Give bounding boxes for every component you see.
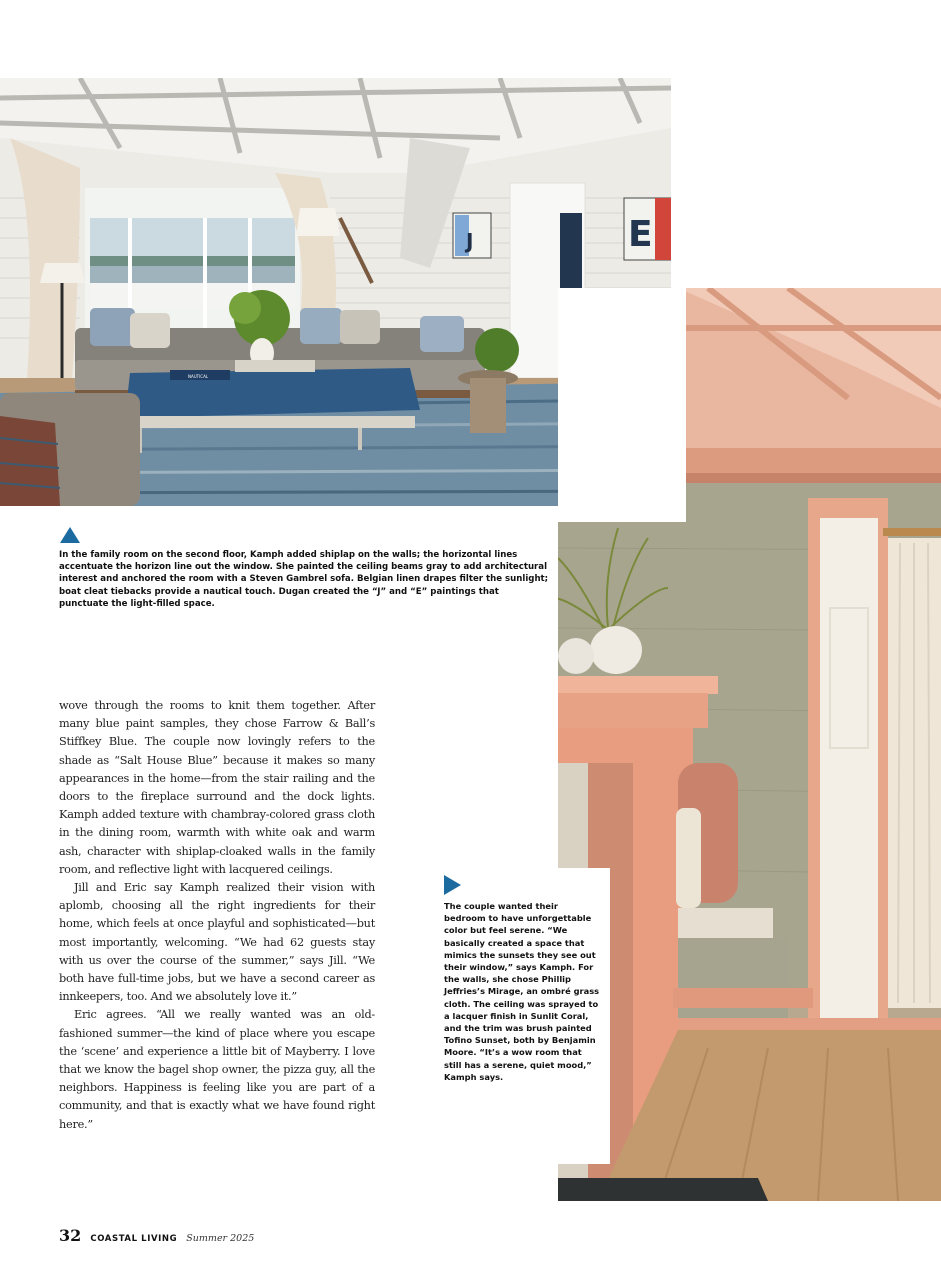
svg-text:E: E [628,214,653,255]
photo-notch [558,288,686,522]
right-arrow-icon [444,875,461,895]
page-number: 32 [59,1226,82,1245]
paragraph: Jill and Eric say Kamph realized their vision with aplomb, choosing all the right ingredients for their home, which feels at once playful and sophisticated—but most importantly, welcoming. “We had 62 guests stay with us over the course of the summer,” says Jill. “We both have full-time jobs, but we have a second career as innkeepers, too. And we absolutely love it.” [59,881,375,1004]
bedroom-caption: The couple wanted their bedroom to have unforgettable color but feel serene. “We basically created a space that mimics the sunsets they see out their window,” says Kamph. For the walls, she chose Phillip Jeffries’s Mirage, an ombré grass cloth. The ceiling was sprayed to a lacquer finish in Sunlit Coral, and the trim was brush painted Tofino Sunset, both by Benjamin Moore. “It’s a wow room that still has a serene, quiet mood,” Kamph says. [444,901,600,1082]
folio [59,1226,254,1245]
paragraph: wove through the rooms to knit them together. After many blue paint samples, they chose Farrow & Ball’s Stiffkey Blue. The couple now lovingly refers to the shade as “Salt House Blue” because it makes so many appearances in the home—from the stair railing and the doors to the fireplace surround and the dock lights. Kamph added texture with chambray-colored grass cloth in the dining room, warmth with white oak and warm ash, character with shiplap-cloaked walls in the family room, and reflective light with lacquered ceilings. [59,699,375,876]
svg-text:J: J [466,229,474,253]
article-body [59,697,375,1134]
paragraph: Eric agrees. “All we really wanted was an old-fashioned summer—the kind of place where you escape the ‘scene’ and experience a little bit of Mayberry. I love that we know the bagel shop owner, the pizza guy, all the neighbors. Happiness is feeling like you are part of a community, and that is exactly what we have found right here.” [59,1008,375,1131]
svg-text:NAUTICAL: NAUTICAL [188,374,209,379]
family-room-caption: In the family room on the second floor, Kamph added shiplap on the walls; the horizontal lines accentuate the horizon line out the window. She painted the ceiling beams gray to add architectural interest and anchored the room with a Steven Gambrel sofa. Belgian linen drapes filter the sunlight; boat cleat tiebacks provide a nautical touch. Dugan created the “J” and “E” paintings that punctuate the light-filled space. [59,550,549,609]
magazine-name: COASTAL LIVING [90,1234,178,1244]
issue-date: Summer 2025 [186,1233,255,1244]
up-arrow-icon [60,527,80,543]
